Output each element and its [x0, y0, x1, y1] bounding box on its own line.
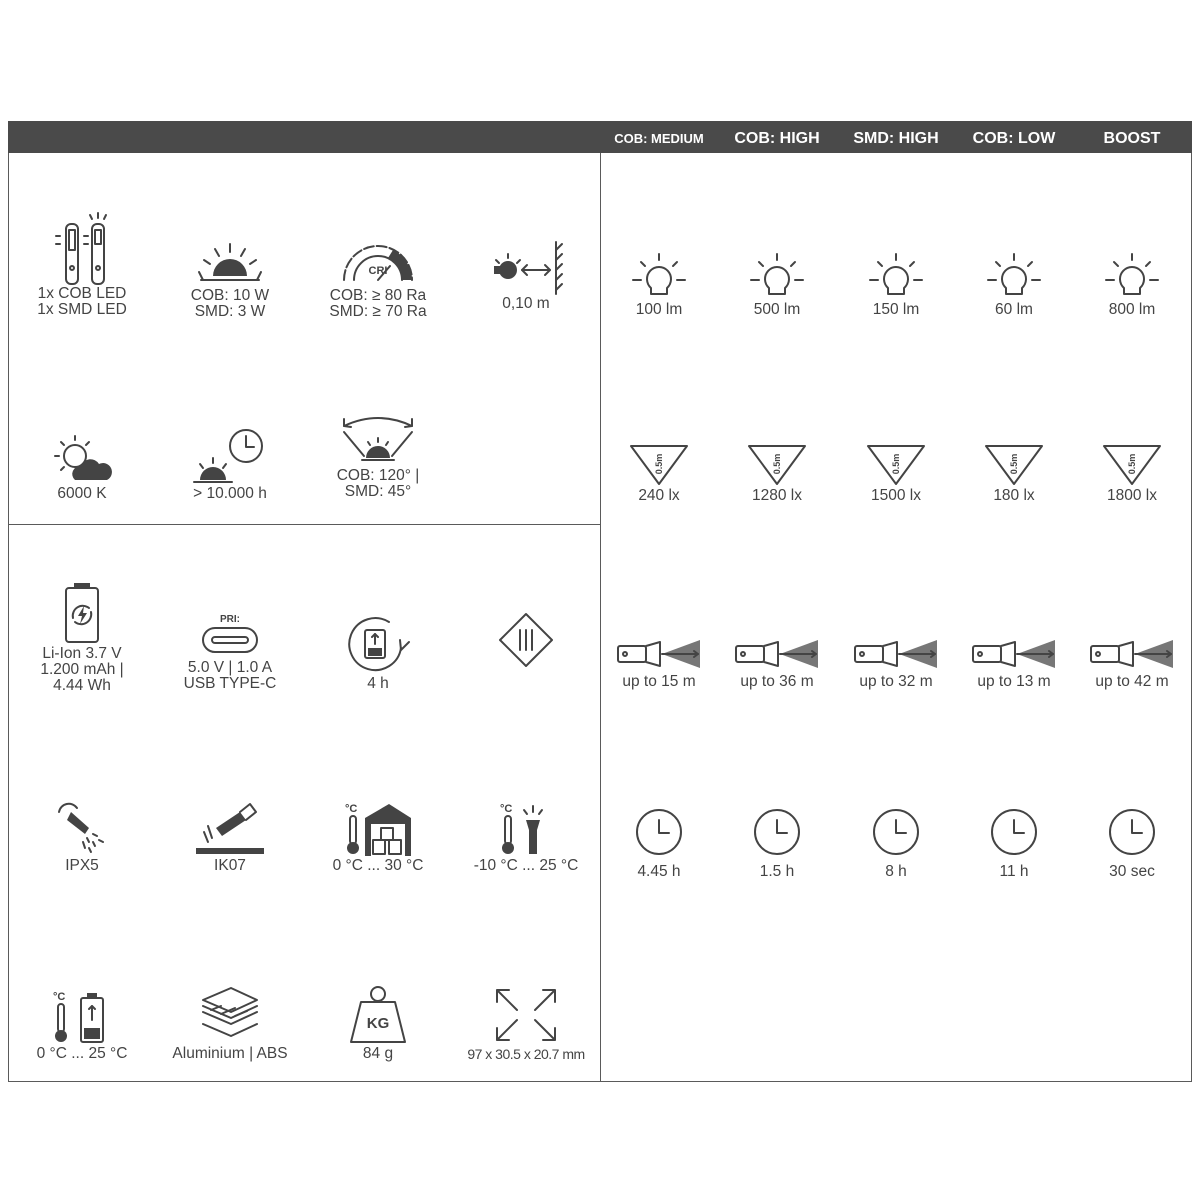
- charge-temp-label: 0 °C ... 25 °C: [36, 1045, 128, 1062]
- usb-c-icon: [195, 612, 265, 660]
- ipx-label: IPX5: [65, 857, 99, 874]
- lumen-cell-cob-high: [718, 252, 836, 318]
- cri-label: COB: ≥ 80 Ra SMD: ≥ 70 Ra: [329, 287, 427, 320]
- bulb-icon: [984, 252, 1044, 302]
- spec-charge-temp: [8, 988, 156, 1062]
- spec-power: [156, 240, 304, 320]
- spec-beam-angle: [304, 412, 452, 500]
- flashlight-beam-icon: [614, 634, 704, 674]
- runtime-value: 1.5 h: [759, 863, 795, 880]
- lux-cell-cob-low: [955, 442, 1073, 504]
- dimensions-expand-icon: [491, 984, 561, 1046]
- column-header-boost: BOOST: [1103, 130, 1161, 147]
- cri-gauge-icon: [338, 240, 418, 288]
- lumen-value: 800 lm: [1108, 301, 1156, 318]
- power-label: COB: 10 W SMD: 3 W: [190, 287, 270, 320]
- spec-use-temp: [452, 800, 600, 874]
- work-lights-icon: [42, 212, 122, 286]
- use-temp-label: -10 °C ... 25 °C: [473, 857, 579, 874]
- spec-cri: [304, 240, 452, 320]
- lifetime-label: > 10.000 h: [193, 485, 267, 502]
- spec-ipx: [8, 802, 156, 874]
- range-value: up to 13 m: [977, 673, 1051, 690]
- range-value: up to 32 m: [859, 673, 933, 690]
- clock-icon: [988, 806, 1040, 858]
- flashlight-beam-icon: [969, 634, 1059, 674]
- column-header-smd-high: SMD: HIGH: [853, 130, 939, 147]
- range-cell-cob-medium: [600, 634, 718, 690]
- dimensions-label: 97 x 30.5 x 20.7 mm: [467, 1046, 585, 1062]
- flashlight-beam-icon: [1087, 634, 1177, 674]
- cri-badge-text: CRI: [368, 265, 388, 277]
- color-temp-label: 6000 K: [57, 485, 107, 502]
- spec-protection-class: [452, 612, 600, 668]
- section-divider: [8, 524, 601, 525]
- beam-angle-label: COB: 120° | SMD: 45°: [336, 467, 420, 500]
- sun-cloud-icon: [47, 432, 117, 486]
- spec-color-temp: [8, 432, 156, 502]
- weight-badge-text: KG: [366, 1015, 390, 1032]
- spec-distance: [452, 240, 600, 312]
- lux-value: 180 lx: [993, 487, 1035, 504]
- charging-temp-icon: [47, 988, 117, 1046]
- distance-label: 0,10 m: [502, 295, 550, 312]
- spec-material: [156, 984, 304, 1062]
- beam-badge-text: 0.5m: [1127, 453, 1137, 475]
- spec-lifetime: [156, 426, 304, 502]
- runtime-cell-cob-medium: [600, 806, 718, 880]
- spec-dimensions: [452, 984, 600, 1062]
- range-value: up to 36 m: [740, 673, 814, 690]
- op-temp-badge-text: °C: [345, 803, 358, 815]
- range-cell-cob-low: [955, 634, 1073, 690]
- charge-time-label: 4 h: [367, 675, 389, 692]
- flashlight-beam-icon: [851, 634, 941, 674]
- clock-icon: [870, 806, 922, 858]
- storage-temp-icon: [343, 800, 413, 858]
- range-value: up to 42 m: [1095, 673, 1169, 690]
- beam-badge-text: 0.5m: [654, 453, 664, 475]
- clock-icon: [1106, 806, 1158, 858]
- use-temp-badge-text: °C: [500, 803, 513, 815]
- spec-impact: [156, 798, 304, 874]
- leds-label: 1x COB LED 1x SMD LED: [37, 285, 127, 318]
- runtime-cell-cob-low: [955, 806, 1073, 880]
- lux-value: 1280 lx: [752, 487, 802, 504]
- runtime-cell-cob-high: [718, 806, 836, 880]
- lumen-cell-cob-low: [955, 252, 1073, 318]
- material-label: Aluminium | ABS: [172, 1045, 288, 1062]
- flashlight-beam-icon: [732, 634, 822, 674]
- lumen-cell-boost: [1073, 252, 1191, 318]
- lux-value: 1500 lx: [871, 487, 921, 504]
- runtime-cell-boost: [1073, 806, 1191, 880]
- beam-badge-text: 0.5m: [891, 453, 901, 475]
- weight-label: 84 g: [362, 1045, 394, 1062]
- lifetime-clock-icon: [190, 426, 270, 486]
- lux-cell-cob-high: [718, 442, 836, 504]
- lux-value: 1800 lx: [1107, 487, 1157, 504]
- lux-cell-smd-high: [837, 442, 955, 504]
- runtime-value: 11 h: [999, 863, 1029, 880]
- runtime-value: 30 sec: [1109, 863, 1155, 880]
- spec-leds: [8, 212, 156, 318]
- runtime-value: 4.45 h: [637, 863, 681, 880]
- illuminance-cone-icon: [747, 442, 807, 488]
- power-lamp-icon: [195, 240, 265, 288]
- distance-icon: [486, 240, 566, 296]
- lumen-value: 500 lm: [753, 301, 801, 318]
- beam-angle-icon: [338, 412, 418, 468]
- runtime-value: 8 h: [885, 863, 907, 880]
- lux-value: 240 lx: [638, 487, 680, 504]
- range-cell-boost: [1073, 634, 1191, 690]
- range-value: up to 15 m: [622, 673, 696, 690]
- lumen-value: 100 lm: [635, 301, 683, 318]
- battery-label: Li-Ion 3.7 V 1.200 mAh | 4.44 Wh: [40, 645, 124, 694]
- illuminance-cone-icon: [984, 442, 1044, 488]
- column-header-cob-medium: COB: MEDIUM: [614, 131, 704, 146]
- lumen-cell-smd-high: [837, 252, 955, 318]
- material-layers-icon: [195, 984, 265, 1046]
- beam-badge-text: 0.5m: [772, 453, 782, 475]
- column-header-cob-low: COB: LOW: [972, 130, 1056, 147]
- battery-icon: [52, 582, 112, 646]
- weight-icon: [343, 984, 413, 1046]
- protection-class-icon: [496, 612, 556, 668]
- bulb-icon: [866, 252, 926, 302]
- charging-time-icon: [343, 614, 413, 676]
- lumen-value: 150 lm: [872, 301, 920, 318]
- lumen-cell-cob-medium: [600, 252, 718, 318]
- runtime-cell-smd-high: [837, 806, 955, 880]
- shower-icon: [47, 802, 117, 858]
- clock-icon: [633, 806, 685, 858]
- illuminance-cone-icon: [1102, 442, 1162, 488]
- column-header-cob-high: COB: HIGH: [734, 130, 820, 147]
- range-cell-cob-high: [718, 634, 836, 690]
- beam-badge-text: 0.5m: [1009, 453, 1019, 475]
- spec-charge-time: [304, 614, 452, 692]
- input-badge-text: PRI:: [220, 614, 240, 625]
- spec-op-temp: [304, 800, 452, 874]
- clock-icon: [751, 806, 803, 858]
- charge-temp-badge-text: °C: [53, 991, 66, 1003]
- lux-cell-boost: [1073, 442, 1191, 504]
- impact-label: IK07: [214, 857, 246, 874]
- lumen-value: 60 lm: [995, 301, 1033, 318]
- illuminance-cone-icon: [629, 442, 689, 488]
- bulb-icon: [629, 252, 689, 302]
- flashlight-temp-icon: [496, 800, 556, 858]
- input-label: 5.0 V | 1.0 A USB TYPE-C: [183, 659, 277, 692]
- spec-battery: [8, 582, 156, 694]
- bulb-icon: [1102, 252, 1162, 302]
- range-cell-smd-high: [837, 634, 955, 690]
- illuminance-cone-icon: [866, 442, 926, 488]
- spec-weight: [304, 984, 452, 1062]
- op-temp-label: 0 °C ... 30 °C: [332, 857, 424, 874]
- impact-drop-icon: [190, 798, 270, 858]
- lux-cell-cob-medium: [600, 442, 718, 504]
- spec-input: [156, 612, 304, 692]
- bulb-icon: [747, 252, 807, 302]
